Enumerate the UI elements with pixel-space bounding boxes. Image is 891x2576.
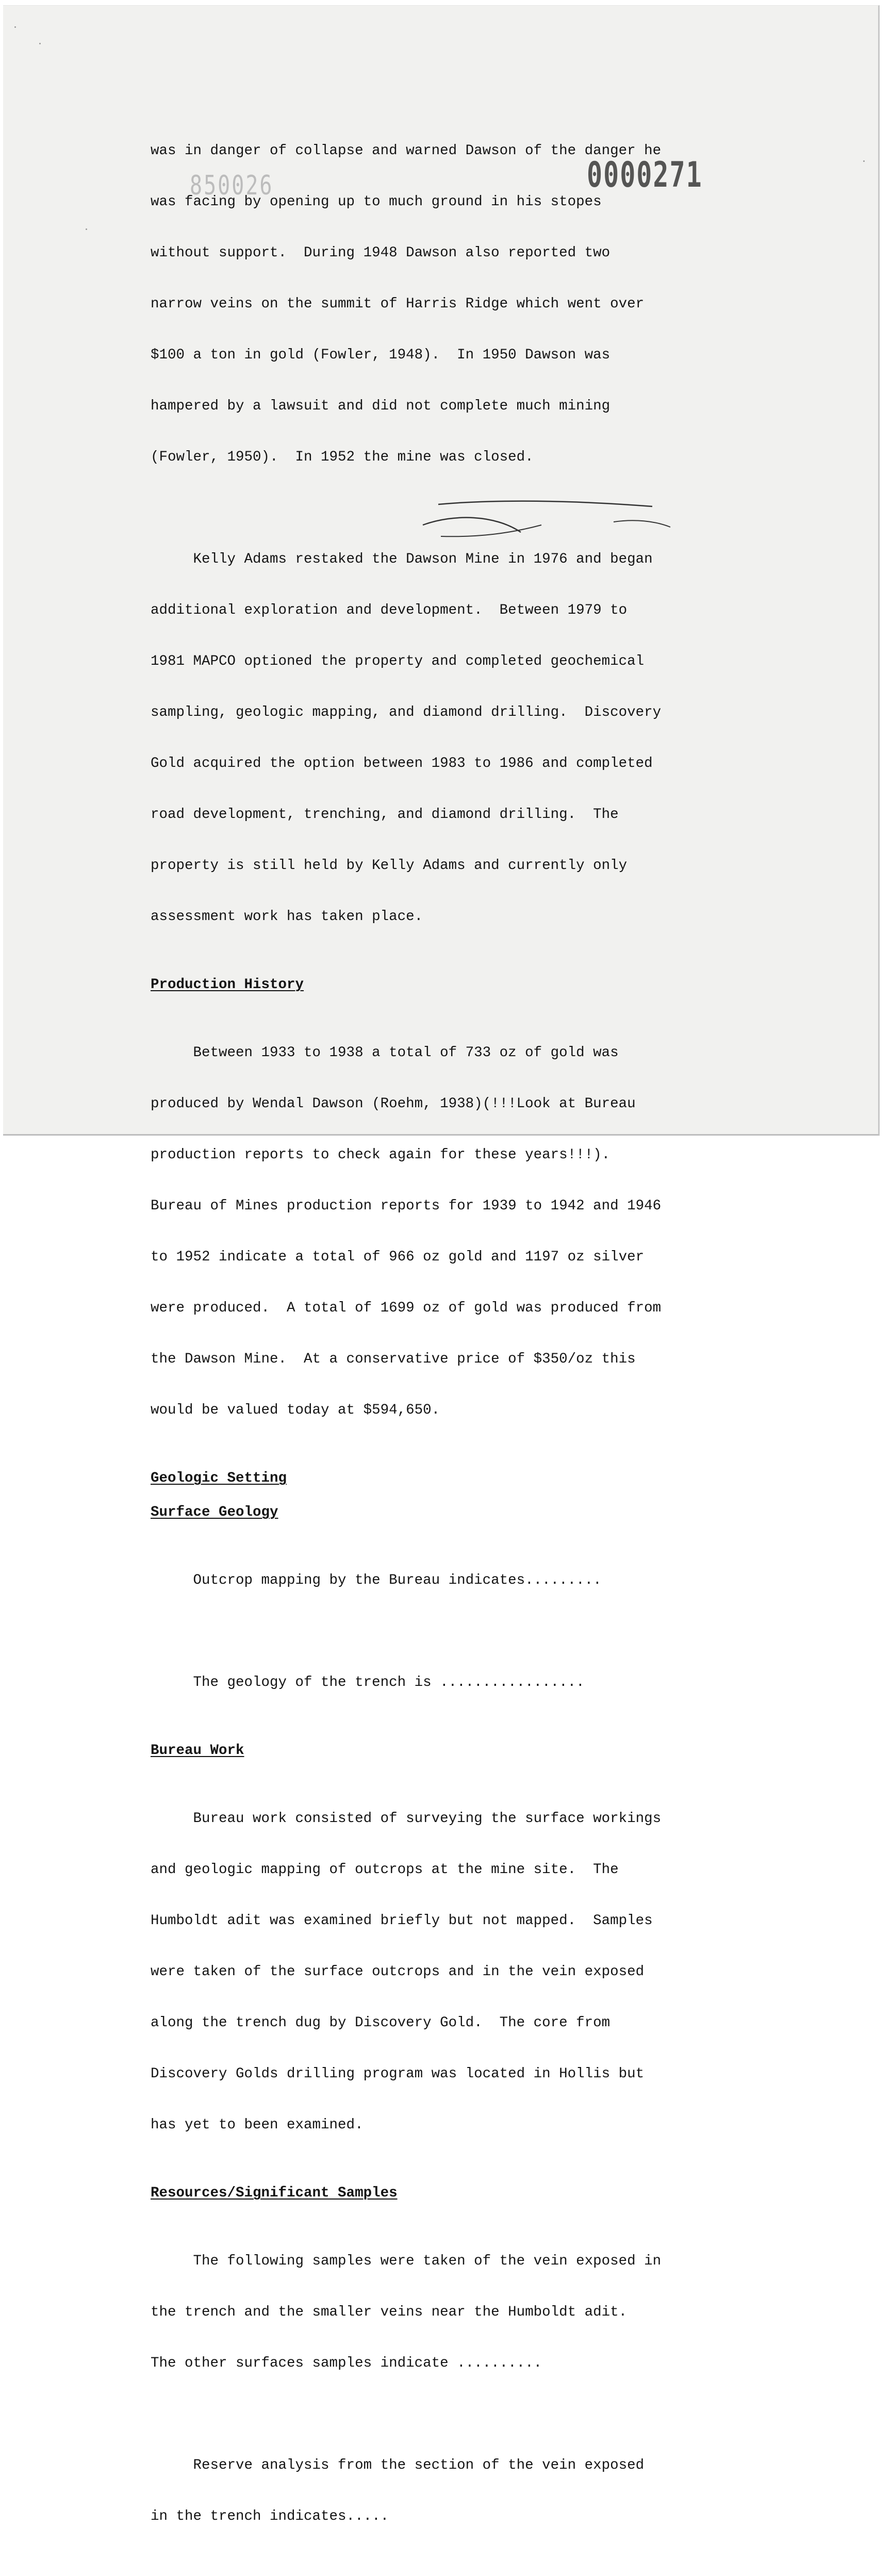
text-line: narrow veins on the summit of Harris Ridge which went over <box>151 296 645 312</box>
surface-geology-line-2 <box>151 1640 790 1725</box>
scan-speck <box>39 43 41 44</box>
text-line: the Dawson Mine. At a conservative price of $350/oz this <box>151 1351 636 1367</box>
text-line: was facing by opening up to much ground in his stopes <box>151 194 602 210</box>
surface-geology-line-1 <box>151 1538 790 1623</box>
faint-document-stamp: 850026 <box>190 170 274 201</box>
text-line: was in danger of collapse and warned Dawson of the danger he <box>151 143 662 159</box>
text-line: Bureau of Mines production reports for 1939 to 1942 and 1946 <box>151 1198 662 1214</box>
text-line: were produced. A total of 1699 oz of gold was produced from <box>151 1300 662 1316</box>
text-line: the trench and the smaller veins near the Humboldt adit. <box>151 2304 628 2320</box>
adams-paragraph <box>151 517 790 959</box>
text-line: produced by Wendal Dawson (Roehm, 1938)(!!!Look at Bureau <box>151 1096 636 1112</box>
text-line: production reports to check again for these years!!!). <box>151 1147 610 1163</box>
document-number-stamp: 0000271 <box>587 155 703 195</box>
geologic-setting-heading: Geologic Setting <box>151 1470 287 1486</box>
text-line: Humboldt adit was examined briefly but not mapped. Samples <box>151 1913 653 1929</box>
text-line: road development, trenching, and diamond drilling. The <box>151 807 619 823</box>
text-line: were taken of the surface outcrops and in the vein exposed <box>151 1964 645 1980</box>
text-line: would be valued today at $594,650. <box>151 1402 440 1418</box>
text-line: Between 1933 to 1938 a total of 733 oz of gold was <box>151 1045 619 1061</box>
scan-speck <box>863 160 865 162</box>
text-line: 1981 MAPCO optioned the property and completed geochemical <box>151 653 645 669</box>
text-line: Bureau work consisted of surveying the surface workings <box>151 1811 662 1827</box>
text-line: (Fowler, 1950). In 1952 the mine was closed. <box>151 449 534 465</box>
text-line: has yet to been examined. <box>151 2117 364 2133</box>
production-history-paragraph <box>151 1010 790 1453</box>
text-line: property is still held by Kelly Adams and currently only <box>151 858 628 874</box>
bureau-work-paragraph <box>151 1776 790 2168</box>
resources-paragraph <box>151 2219 790 2406</box>
text-line: along the trench dug by Discovery Gold. The core from <box>151 2015 610 2031</box>
text-line: Reserve analysis from the section of the vein exposed <box>151 2457 645 2473</box>
text-line: Gold acquired the option between 1983 to 1986 and completed <box>151 756 653 772</box>
production-history-heading: Production History <box>151 977 304 993</box>
text-line: and geologic mapping of outcrops at the mine site. The <box>151 1862 619 1878</box>
document-body <box>151 108 790 2576</box>
text-line: Discovery Golds drilling program was located in Hollis but <box>151 2066 645 2082</box>
reserve-paragraph <box>151 2423 790 2559</box>
text-line: without support. During 1948 Dawson also reported two <box>151 245 610 261</box>
scan-speck <box>86 228 87 230</box>
text-line: The geology of the trench is ................. <box>151 1675 585 1691</box>
text-line: Kelly Adams restaked the Dawson Mine in 1976 and began <box>151 551 653 567</box>
bureau-work-heading: Bureau Work <box>151 1743 244 1759</box>
text-line: $100 a ton in gold (Fowler, 1948). In 1950 Dawson was <box>151 347 610 363</box>
scan-speck <box>14 26 16 28</box>
text-line: sampling, geologic mapping, and diamond drilling. Discovery <box>151 704 662 720</box>
text-line: additional exploration and development. Between 1979 to <box>151 602 628 618</box>
text-line: The following samples were taken of the vein exposed in <box>151 2253 662 2269</box>
text-line: hampered by a lawsuit and did not complete much mining <box>151 398 610 414</box>
resources-heading: Resources/Significant Samples <box>151 2185 398 2201</box>
text-line: to 1952 indicate a total of 966 oz gold and 1197 oz silver <box>151 1249 645 1265</box>
surface-geology-heading: Surface Geology <box>151 1504 278 1520</box>
text-line: in the trench indicates..... <box>151 2508 389 2524</box>
text-line: Outcrop mapping by the Bureau indicates......... <box>151 1572 602 1588</box>
text-line: assessment work has taken place. <box>151 909 423 925</box>
text-line: The other surfaces samples indicate .......... <box>151 2355 542 2371</box>
